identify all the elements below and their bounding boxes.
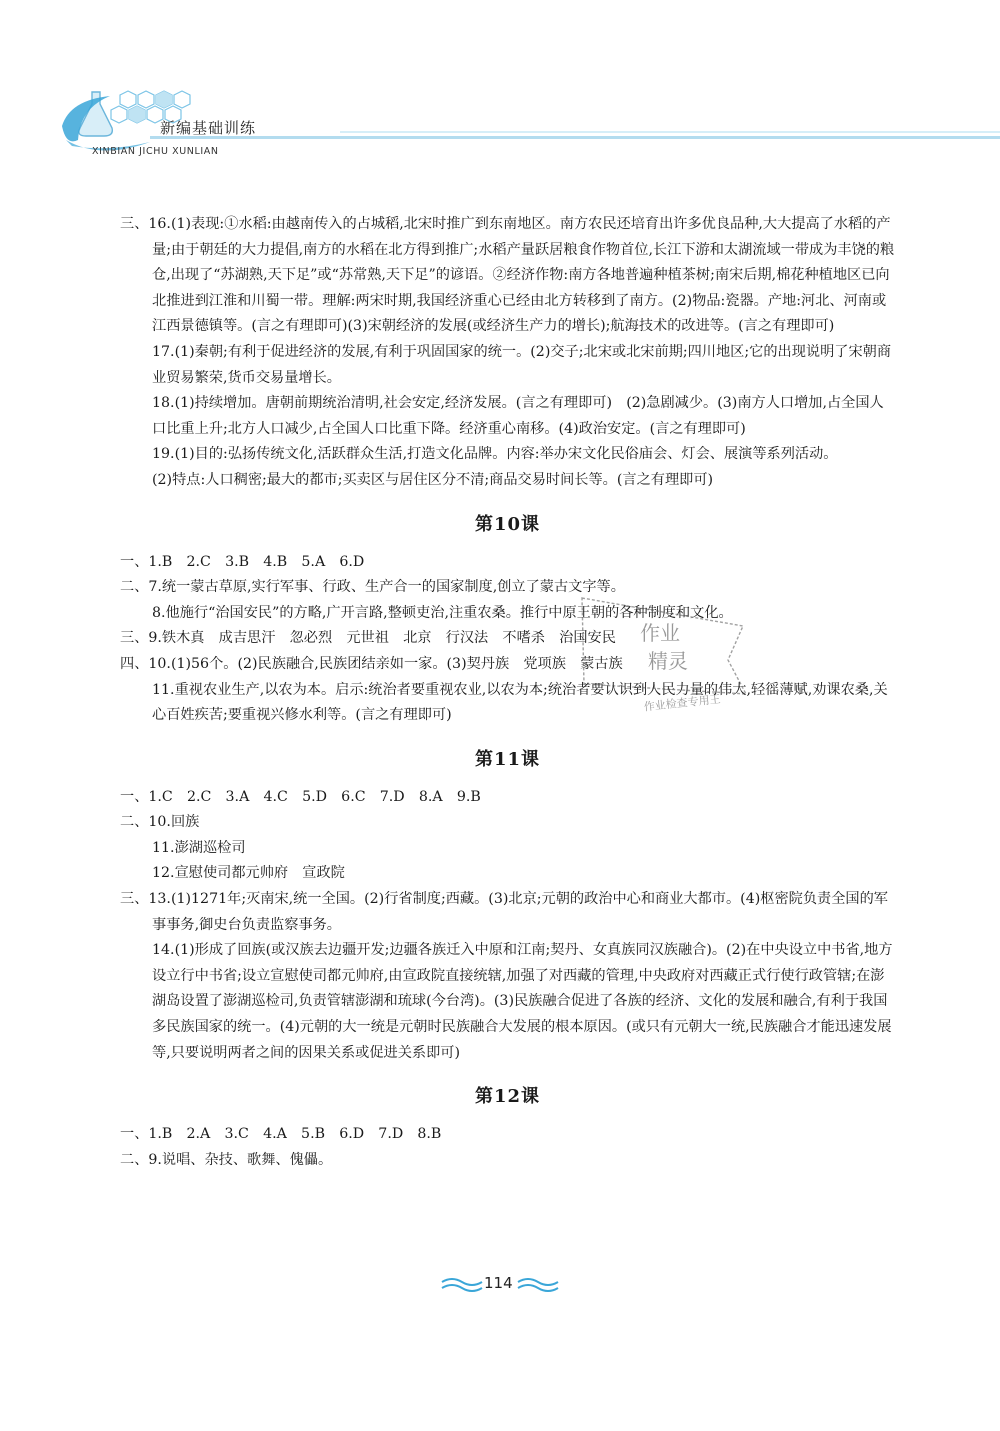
answer-item: 四、10.(1)56个。(2)民族融合,民族团结亲如一家。(3)契丹族 党项族 蒙古族 bbox=[120, 655, 623, 672]
lesson-title: 第10课 bbox=[474, 513, 541, 535]
answer-item: (2)特点:人口稠密;最大的都市;买卖区与居住区分不清;商品交易时间长等。(言之有理即可) bbox=[152, 471, 714, 488]
lesson-title: 第12课 bbox=[474, 1086, 541, 1108]
answer-item: 三、13.(1)1271年;灭南宋,统一全国。(2)行省制度;西藏。(3)北京;元朝的政治中心和商业大都市。(4)枢密院负责全国的军事事务,御史台负责监察事务。 bbox=[120, 891, 888, 933]
header-subtitle: XINBIAN JICHU XUNLIAN bbox=[92, 146, 219, 157]
answer-item: 12.宣慰使司都元帅府 宣政院 bbox=[152, 865, 345, 882]
answer-item: 11.重视农业生产,以农为本。启示:统治者要重视农业,以农为本;统治者要认识到人民力量的伟大,轻徭薄赋,劝课农桑,关心百姓疾苦;要重视兴修水利等。(言之有理即可) bbox=[152, 681, 888, 724]
answer-item: 一、1.C 2.C 3.A 4.C 5.D 6.C 7.D 8.A 9.B bbox=[120, 788, 481, 805]
answer-item: 二、10.回族 bbox=[120, 814, 200, 831]
stamp-text: 精灵 bbox=[648, 649, 688, 673]
page-header bbox=[0, 0, 1000, 170]
answer-item: 三、16.(1)表现:①水稻:由越南传入的占城稻,北宋时推广到东南地区。南方农民还培育出许多优良品种,大大提高了水稻的产量;由于朝廷的大力提倡,南方的水稻在北方得到推广;水稻产量跃居粮食作物首位,长江下游和太湖流域一带成为丰饶的粮仓,出现了“苏湖熟,天下足”或“苏常熟,天下足”的谚语。②经济作物:南方各地普遍种植茶树;南宋后期,棉花种植地区已向北推进到江淮和川蜀一带。理解:两宋时期,我国经济重心已经由北方转移到了南方。(2)物品:瓷器。产地:河北、河南或江西景德镇等。(言之有理即可)(3)宋朝经济的发展(或经济生产力的增长);航海技术的改进等。(言之有理即可) bbox=[120, 216, 895, 335]
answer-content bbox=[120, 212, 895, 1173]
header-title: 新编基础训练 bbox=[160, 119, 257, 137]
answer-item: 19.(1)目的:弘扬传统文化,活跃群众生活,打造文化品牌。内容:举办宋文化民俗庙会、灯会、展演等系列活动。 bbox=[152, 446, 838, 463]
answer-item: 17.(1)秦朝;有利于促进经济的发展,有利于巩固国家的统一。(2)交子;北宋或北宋前期;四川地区;它的出现说明了宋朝商业贸易繁荣,货币交易量增长。 bbox=[152, 343, 892, 386]
stamp-text: 作业 bbox=[640, 621, 680, 645]
stamp-text: 作业检查专用王 bbox=[643, 692, 722, 714]
answer-item: 三、9.铁木真 成吉思汗 忽必烈 元世祖 北京 行汉法 不嗜杀 治国安民 bbox=[120, 630, 616, 647]
lesson-title: 第11课 bbox=[474, 748, 541, 770]
header-decoration-icon bbox=[0, 0, 1000, 170]
answer-item: 一、1.B 2.C 3.B 4.B 5.A 6.D bbox=[120, 553, 365, 570]
answer-item: 14.(1)形成了回族(或汉族去边疆开发;边疆各族迁入中原和江南;契丹、女真族同汉族融合)。(2)在中央设立中书省,地方设立行中书省;设立宣慰使司都元帅府,由宣政院直接统辖,加强了对西藏的管理,中央政府对西藏正式行使行政管辖;在澎湖岛设置了澎湖巡检司,负责管辖澎湖和琉球(今台湾)。(3)民族融合促进了各族的经济、文化的发展和融合,有利于我国多民族国家的统一。(4)元朝的大一统是元朝时民族融合大发展的根本原因。(或只有元朝大一统,民族融合才能迅速发展等,只要说明两者之间的因果关系或促进关系即可) bbox=[152, 942, 893, 1061]
page-footer bbox=[440, 1270, 560, 1300]
answer-item: 18.(1)持续增加。唐朝前期统治清明,社会安定,经济发展。(言之有理即可) (2)急剧减少。(3)南方人口增加,占全国人口比重上升;北方人口减少,占全国人口比重下降。经济重心南移。(4)政治安定。(言之有理即可) bbox=[152, 395, 884, 437]
page-number: 114 bbox=[484, 1274, 513, 1292]
answer-item: 11.澎湖巡检司 bbox=[152, 839, 246, 856]
stamp-watermark bbox=[578, 588, 753, 738]
answer-item: 二、9.说唱、杂技、歌舞、傀儡。 bbox=[120, 1151, 333, 1168]
answer-item: 二、7.统一蒙古草原,实行军事、行政、生产合一的国家制度,创立了蒙古文字等。 bbox=[120, 579, 625, 596]
answer-item: 一、1.B 2.A 3.C 4.A 5.B 6.D 7.D 8.B bbox=[120, 1126, 442, 1143]
answer-item: 8.他施行“治国安民”的方略,广开言路,整顿吏治,注重农桑。推行中原王朝的各种制度和文化。 bbox=[152, 604, 733, 621]
